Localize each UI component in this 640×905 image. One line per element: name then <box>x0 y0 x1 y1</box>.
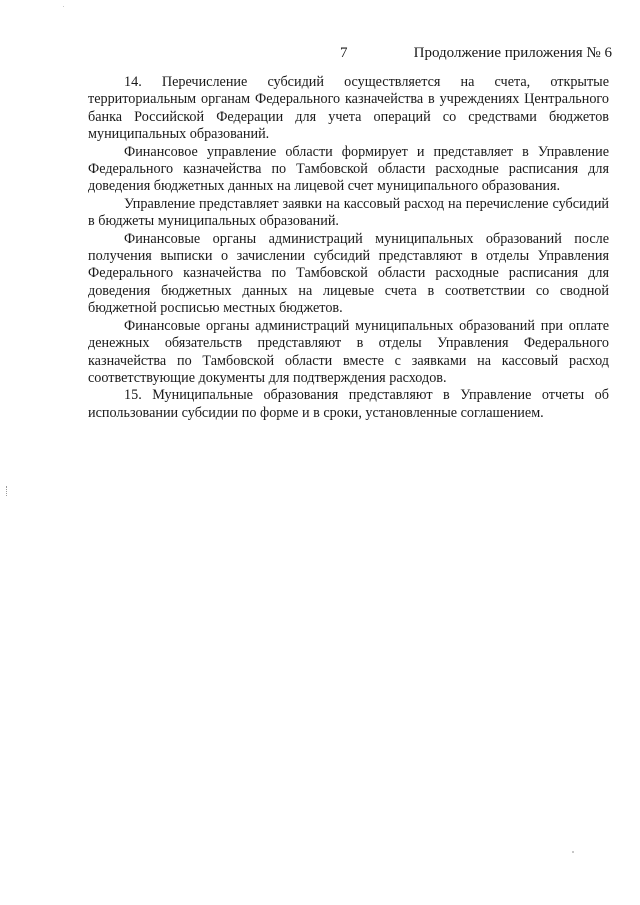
document-body <box>88 74 609 422</box>
running-header: Продолжение приложения № 6 <box>413 45 612 61</box>
page-number: 7 <box>340 45 348 61</box>
scan-speck <box>63 6 64 7</box>
paragraph-item-14: 14. Перечисление субсидий осуществляется на счета, открытые территориальным органам Федерального казначейства в учреждениях Центрального банка Российской Федерации для учета операций со средствами бюджетов муниципальных образований. <box>88 74 609 143</box>
paragraph-item-15: 15. Муниципальные образования представляют в Управление отчеты об использовании субсидии по форме и в сроки, установленные соглашением. <box>88 387 609 421</box>
paragraph-municipal-finance-receipt: Финансовые органы администраций муниципальных образований после получения выписки о зачислении субсидий представляют в отделы Управления Федерального казначейства по Тамбовской области расходные расписания для доведения бюджетных данных на лицевые счета в соответствии со сводной бюджетной росписью местных бюджетов. <box>88 230 609 317</box>
scan-speck <box>572 851 574 853</box>
scan-margin-mark <box>6 486 8 496</box>
paragraph-cash-requests: Управление представляет заявки на кассовый расход на перечисление субсидий в бюджеты муниципальных образований. <box>88 195 609 230</box>
paragraph-municipal-finance-payment: Финансовые органы администраций муниципальных образований при оплате денежных обязательств представляют в отделы Управления Федерального казначейства по Тамбовской области вместе с заявками на кассовый расход соответствующие документы для подтверждения расходов. <box>88 317 609 386</box>
paragraph-finance-department: Финансовое управление области формирует и представляет в Управление Федерального казначейства по Тамбовской области расходные расписания для доведения бюджетных данных на лицевой счет муниципального образования. <box>88 143 609 195</box>
